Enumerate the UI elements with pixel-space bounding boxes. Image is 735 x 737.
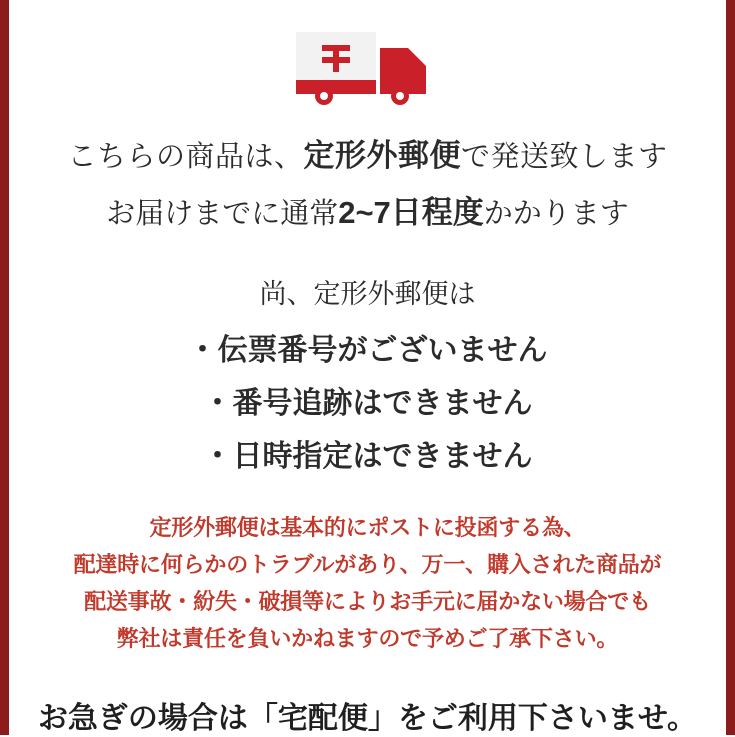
list-item: ・日時指定はできません bbox=[202, 440, 533, 473]
section-label: 尚、定形外郵便は bbox=[259, 279, 476, 309]
delivery-truck-graphic bbox=[288, 28, 448, 108]
headline-suffix: で発送致します bbox=[461, 141, 668, 173]
list-item: ・伝票番号がございません bbox=[187, 334, 548, 367]
subline-prefix: お届けまでに通常 bbox=[106, 198, 339, 230]
headline-prefix: こちらの商品は、 bbox=[67, 141, 304, 173]
notice-card-content bbox=[9, 0, 726, 735]
footer-note: お急ぎの場合は「宅配便」をご利用下さいませ。 bbox=[37, 702, 698, 735]
bullet-list bbox=[188, 325, 548, 475]
delivery-truck-icon bbox=[288, 28, 448, 108]
headline bbox=[67, 130, 667, 175]
disclaimer-line: 配送事故・紛失・破損等によりお手元に届かない場合でも bbox=[84, 589, 651, 614]
subline-emphasis: 2~7日程度 bbox=[338, 195, 484, 230]
subline-suffix: かかります bbox=[483, 198, 629, 230]
disclaimer-line: 配達時に何らかのトラブルがあり、万一、購入された商品が bbox=[73, 552, 662, 577]
disclaimer-line: 弊社は責任を負いかねますので予めご了承下さい。 bbox=[116, 626, 619, 651]
subline bbox=[106, 187, 629, 232]
headline-emphasis: 定形外郵便 bbox=[303, 138, 461, 173]
disclaimer bbox=[74, 511, 662, 653]
disclaimer-line: 定形外郵便は基本的にポストに投函する為、 bbox=[149, 515, 586, 540]
list-item: ・番号追跡はできません bbox=[202, 387, 533, 420]
